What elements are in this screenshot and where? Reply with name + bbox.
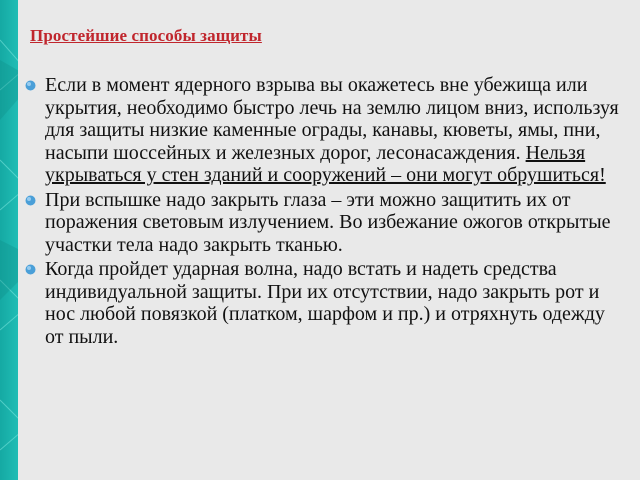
bullet-disc-icon [25,264,36,275]
bullet-disc-icon [25,195,36,206]
bullet-item [25,258,625,348]
bullet-warning-text: Нельзя укрываться у стен зданий и сооружений – они могут обрушиться! [45,141,606,186]
slide-title: Простейшие способы защиты [30,26,262,45]
bullet-item [25,74,625,187]
bullet-disc-icon [25,80,36,91]
bullet-text: При вспышке надо закрыть глаза – эти можно защитить их от поражения световым излучением. Во избежание ожогов открытые участки тела надо закрыть тканью. [45,188,611,256]
bullet-text: Если в момент ядерного взрыва вы окажетесь вне убежища или укрытия, необходимо быстро лечь на землю лицом вниз, используя для защиты низкие каменные ограды, канавы, кюветы, ямы, пни, насыпи шоссейных и железных дорог, лесонасаждения. [45,74,619,164]
bullet-item [25,189,625,257]
bullet-text: Когда пройдет ударная волна, надо встать и надеть средства индивидуальной защиты. При их отсутствии, надо закрыть рот и нос любой повязкой (платком, шарфом и пр.) и отряхнуть одежду от пыли. [45,258,605,348]
bullet-list [25,74,625,350]
